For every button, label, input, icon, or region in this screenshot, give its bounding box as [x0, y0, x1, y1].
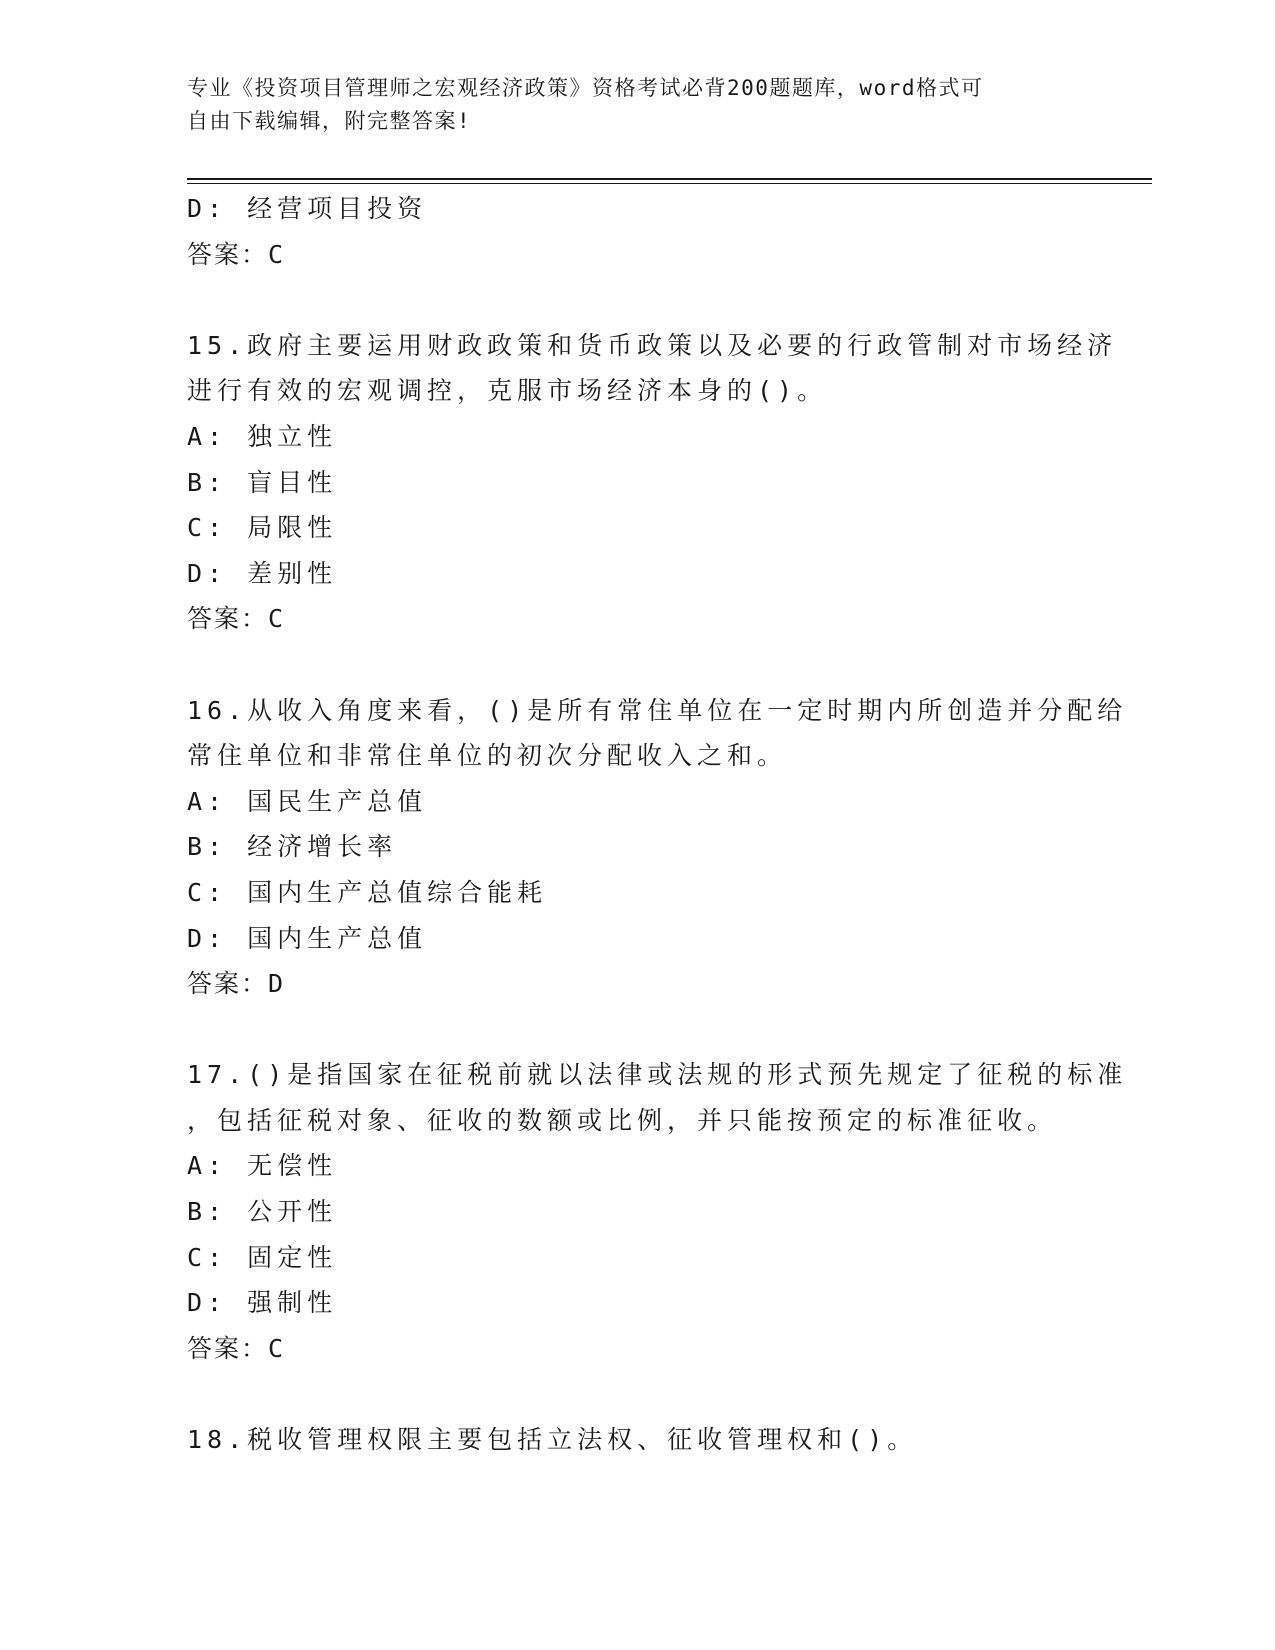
spacer — [187, 277, 1087, 323]
spacer — [187, 642, 1087, 688]
question-stem: ，包括征税对象、征收的数额或比例，并只能按预定的标准征收。 — [187, 1105, 1058, 1135]
option-c: C: 国内生产总值综合能耗 — [187, 877, 548, 907]
question-stem: 常住单位和非常住单位的初次分配收入之和。 — [187, 741, 788, 771]
option-a: A: 无偿性 — [187, 1151, 338, 1181]
option-c: C: 局限性 — [187, 513, 338, 543]
question-stem: 16.从收入角度来看，()是所有常住单位在一定时期内所创造并分配给 — [187, 695, 1128, 725]
option-a: A: 国民生产总值 — [187, 786, 428, 816]
option-d: D: 经营项目投资 — [187, 194, 428, 223]
option-b: B: 经济增长率 — [187, 832, 398, 862]
answer-line — [187, 232, 1087, 278]
option-b: B: 盲目性 — [187, 467, 338, 497]
option-c: C: 固定性 — [187, 1242, 338, 1272]
answer-line — [187, 596, 1087, 642]
answer-label: 答案： — [187, 969, 269, 999]
option-d: D: 国内生产总值 — [187, 923, 428, 953]
answer-value: C — [268, 239, 285, 269]
answer-line — [187, 1326, 1087, 1372]
answer-value: D — [268, 969, 285, 999]
answer-value: C — [268, 1333, 285, 1363]
spacer — [187, 1007, 1087, 1053]
question-stem: 15.政府主要运用财政政策和货币政策以及必要的行政管制对市场经济 — [187, 330, 1118, 360]
header-title-line-2: 自由下载编辑，附完整答案! — [187, 109, 472, 133]
answer-value: C — [268, 604, 285, 634]
answer-line — [187, 961, 1087, 1007]
option-b: B: 公开性 — [187, 1197, 338, 1227]
answer-label: 答案： — [187, 1333, 269, 1363]
option-a: A: 独立性 — [187, 421, 338, 451]
question-stem: 18.税收管理权限主要包括立法权、征收管理权和()。 — [187, 1425, 918, 1455]
spacer — [187, 1371, 1087, 1417]
question-stem: 进行有效的宏观调控，克服市场经济本身的()。 — [187, 376, 828, 406]
option-d: D: 强制性 — [187, 1288, 338, 1318]
question-stem: 17.()是指国家在征税前就以法律或法规的形式预先规定了征税的标准 — [187, 1060, 1128, 1090]
header-title-line-1: 专业《投资项目管理师之宏观经济政策》资格考试必背200题题库，word格式可 — [187, 76, 984, 100]
header-divider-thick — [187, 178, 1152, 180]
answer-label: 答案： — [187, 604, 269, 634]
header-divider-thin — [187, 183, 1152, 184]
question-list — [187, 186, 1128, 1463]
option-d: D: 差别性 — [187, 558, 338, 588]
document-header — [187, 72, 1067, 138]
answer-label: 答案： — [187, 239, 269, 269]
